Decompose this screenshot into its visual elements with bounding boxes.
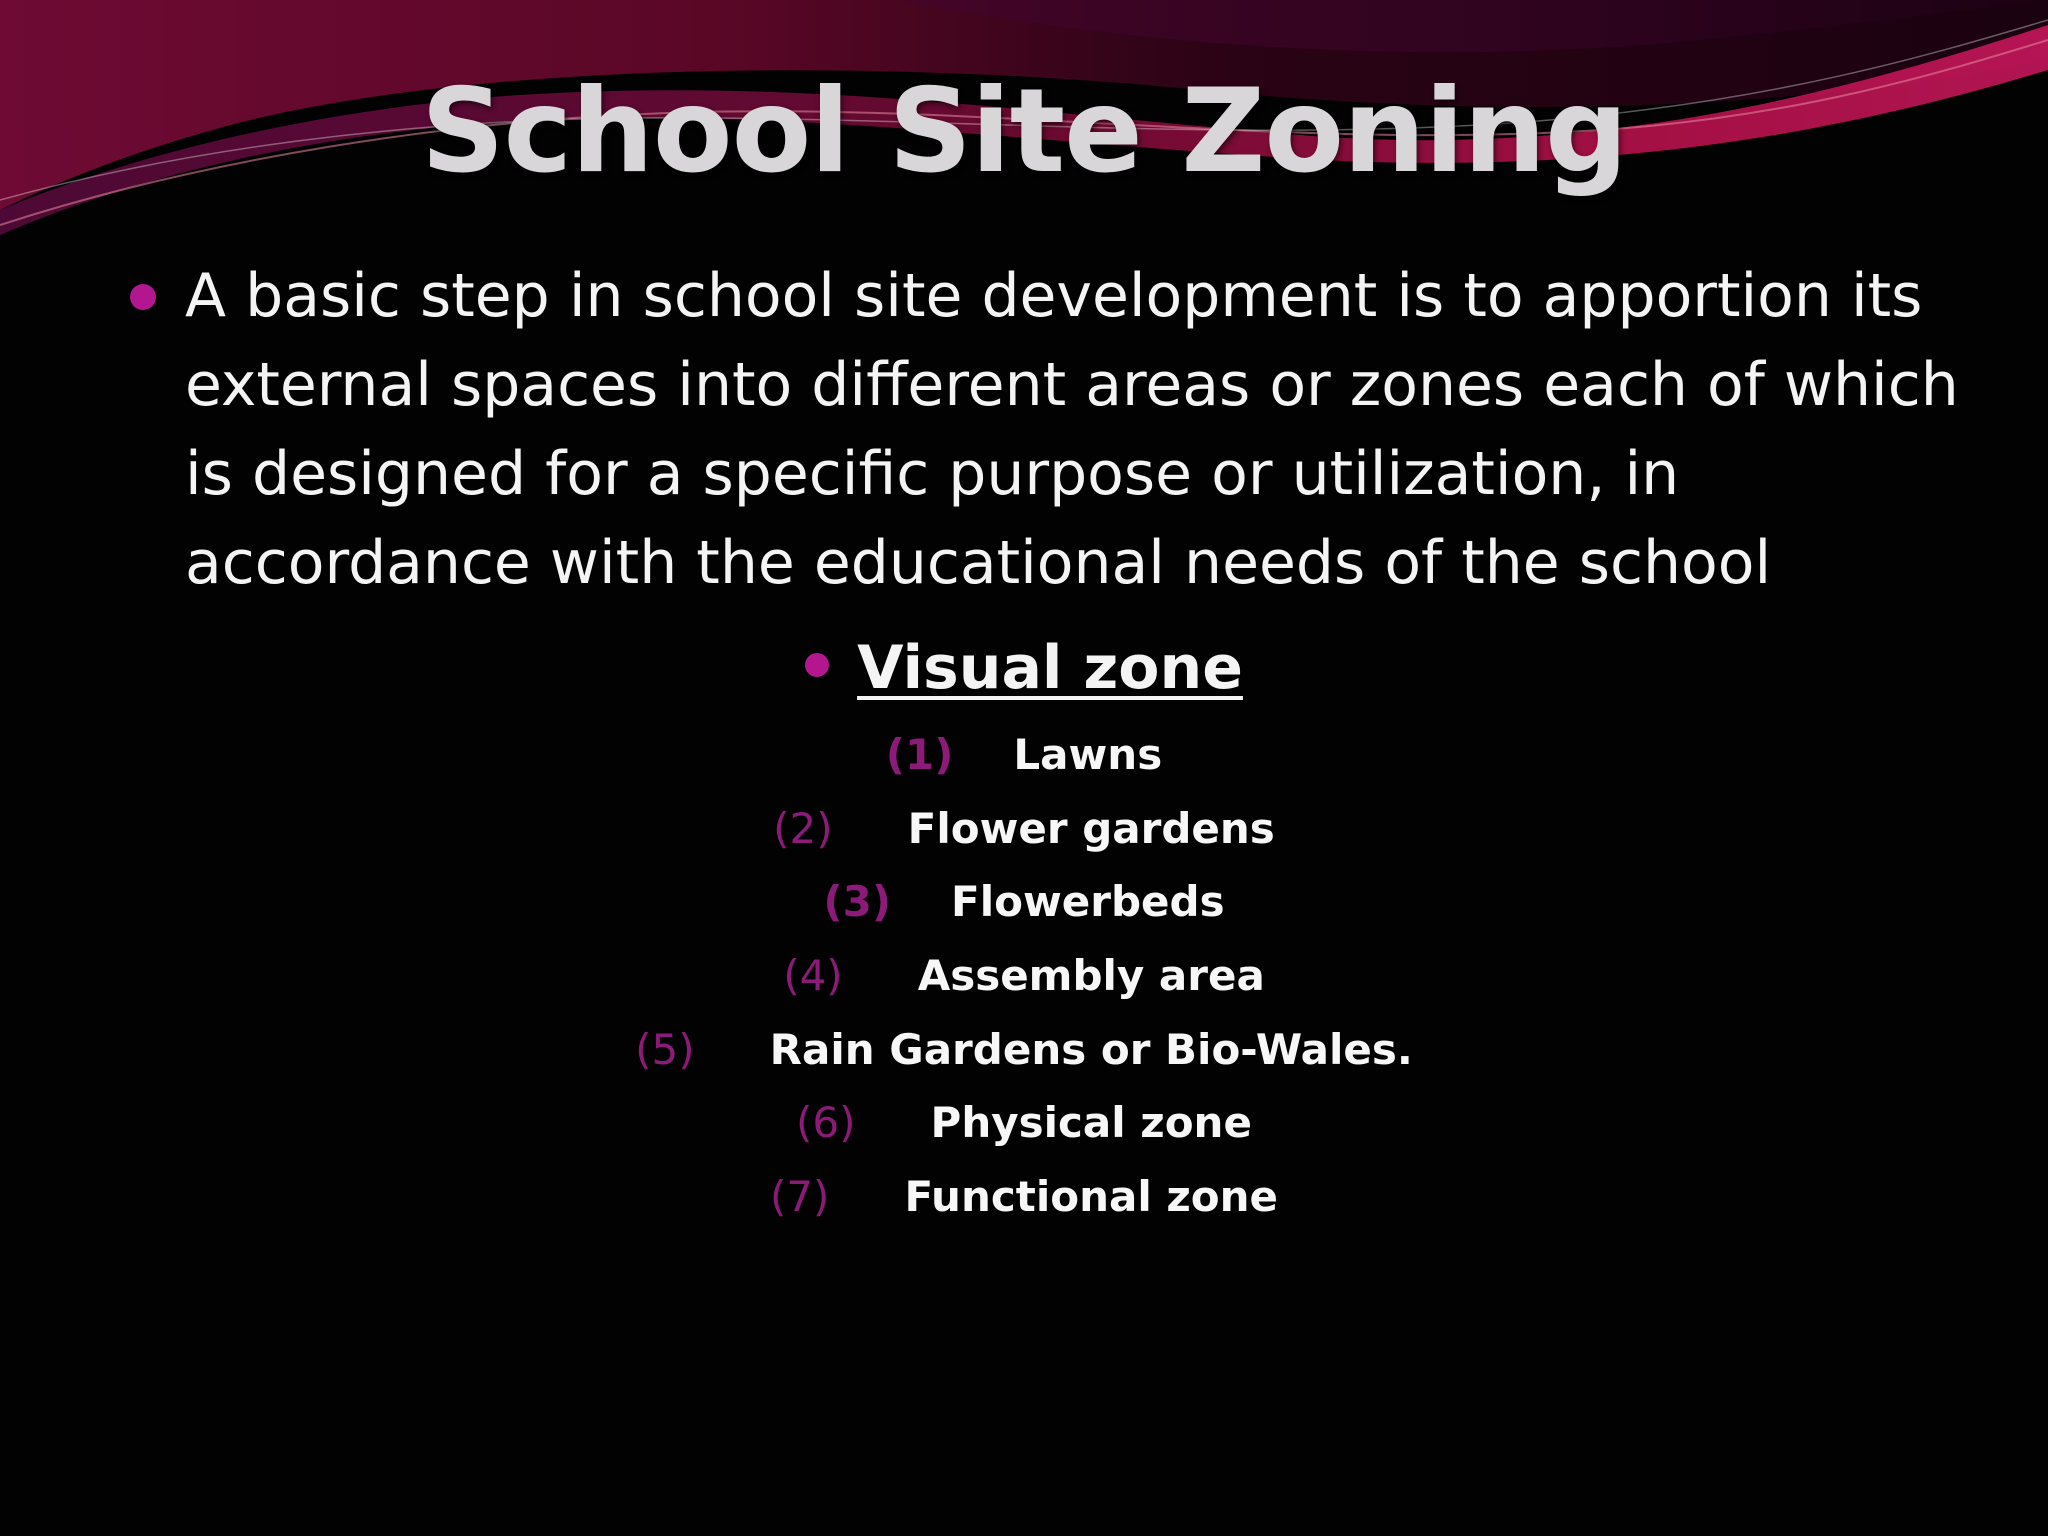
list-item [0,1093,2048,1167]
list-label: Rain Gardens or Bio-Wales. [769,1024,1413,1074]
zone-list [0,725,2048,1241]
bullet-dot-icon [130,284,156,310]
list-label: Flower gardens [907,803,1275,853]
list-item [0,725,2048,799]
list-number: (5) [635,1024,695,1074]
subheading-item [0,628,2048,708]
list-item [0,1020,2048,1094]
list-number: (1) [885,730,954,779]
list-number: (6) [796,1098,856,1148]
list-label: Assembly area [917,951,1265,1001]
bullet-dot-icon [805,653,829,677]
list-number: (4) [783,951,843,1001]
list-number: (3) [823,877,892,927]
list-item [0,946,2048,1020]
list-item [0,799,2048,873]
subheading-label: Visual zone [857,633,1243,703]
slide-title: School Site Zoning [420,64,1627,199]
list-label: Lawns [1013,730,1163,779]
list-label: Functional zone [904,1172,1279,1222]
list-label: Flowerbeds [951,877,1225,927]
list-number: (2) [773,803,833,853]
list-label: Physical zone [930,1098,1252,1148]
list-number: (7) [769,1172,830,1222]
list-item [0,872,2048,946]
list-item [0,1167,2048,1241]
intro-text: A basic step in school site development is to apportion its external spaces into different areas or zones each of which is designed for a specific purpose or utilization, in accordance with the educational needs of the school [185,261,1959,598]
